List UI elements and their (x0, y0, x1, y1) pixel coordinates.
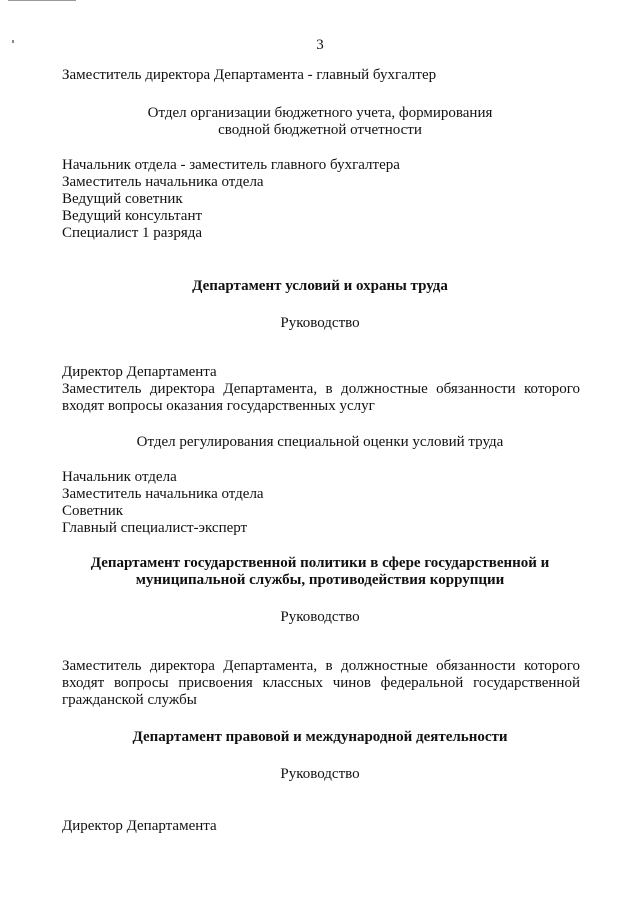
page-number: 3 (316, 37, 324, 53)
leadership-heading: Руководство (280, 609, 360, 625)
deputy-chief-accountant-heading: Заместитель директора Департамента - главный бухгалтер (62, 67, 437, 83)
department-title: Департамент условий и охраны труда (192, 278, 448, 294)
department-title-line-1: Отдел организации бюджетного учета, формирования (147, 105, 493, 121)
position-item: Заместитель начальника отдела (62, 174, 264, 190)
position-item: Советник (62, 503, 124, 519)
department-title: Отдел регулирования специальной оценки условий труда (136, 434, 504, 450)
deputy-position-line-2: входят вопросы присвоения классных чинов федеральной государственной (62, 675, 580, 691)
department-title-line-2: сводной бюджетной отчетности (218, 122, 422, 138)
director-position: Директор Департамента (62, 818, 217, 834)
department-title: Департамент правовой и международной деятельности (132, 729, 508, 745)
leadership-heading: Руководство (280, 766, 360, 782)
position-item: Начальник отдела (62, 469, 177, 485)
deputy-position-line-2: входят вопросы оказания государственных услуг (62, 398, 375, 414)
scan-artifact-line (8, 0, 76, 3)
position-item: Ведущий консультант (62, 208, 203, 224)
deputy-position-line-3: гражданской службы (62, 692, 197, 708)
director-position: Директор Департамента (62, 364, 217, 380)
position-item: Начальник отдела - заместитель главного бухгалтера (62, 157, 400, 173)
deputy-position-line-1: Заместитель директора Департамента, в должностные обязанности которого (62, 381, 580, 397)
deputy-position-line-1: Заместитель директора Департамента, в должностные обязанности которого (62, 658, 580, 674)
position-item: Заместитель начальника отдела (62, 486, 264, 502)
department-title-line-1: Департамент государственной политики в сфере государственной и (90, 555, 550, 571)
position-item: Главный специалист-эксперт (62, 520, 248, 536)
leadership-heading: Руководство (280, 315, 360, 331)
department-title-line-2: муниципальной службы, противодействия коррупции (135, 572, 505, 588)
position-item: Ведущий советник (62, 191, 183, 207)
position-item: Специалист 1 разряда (62, 225, 203, 241)
